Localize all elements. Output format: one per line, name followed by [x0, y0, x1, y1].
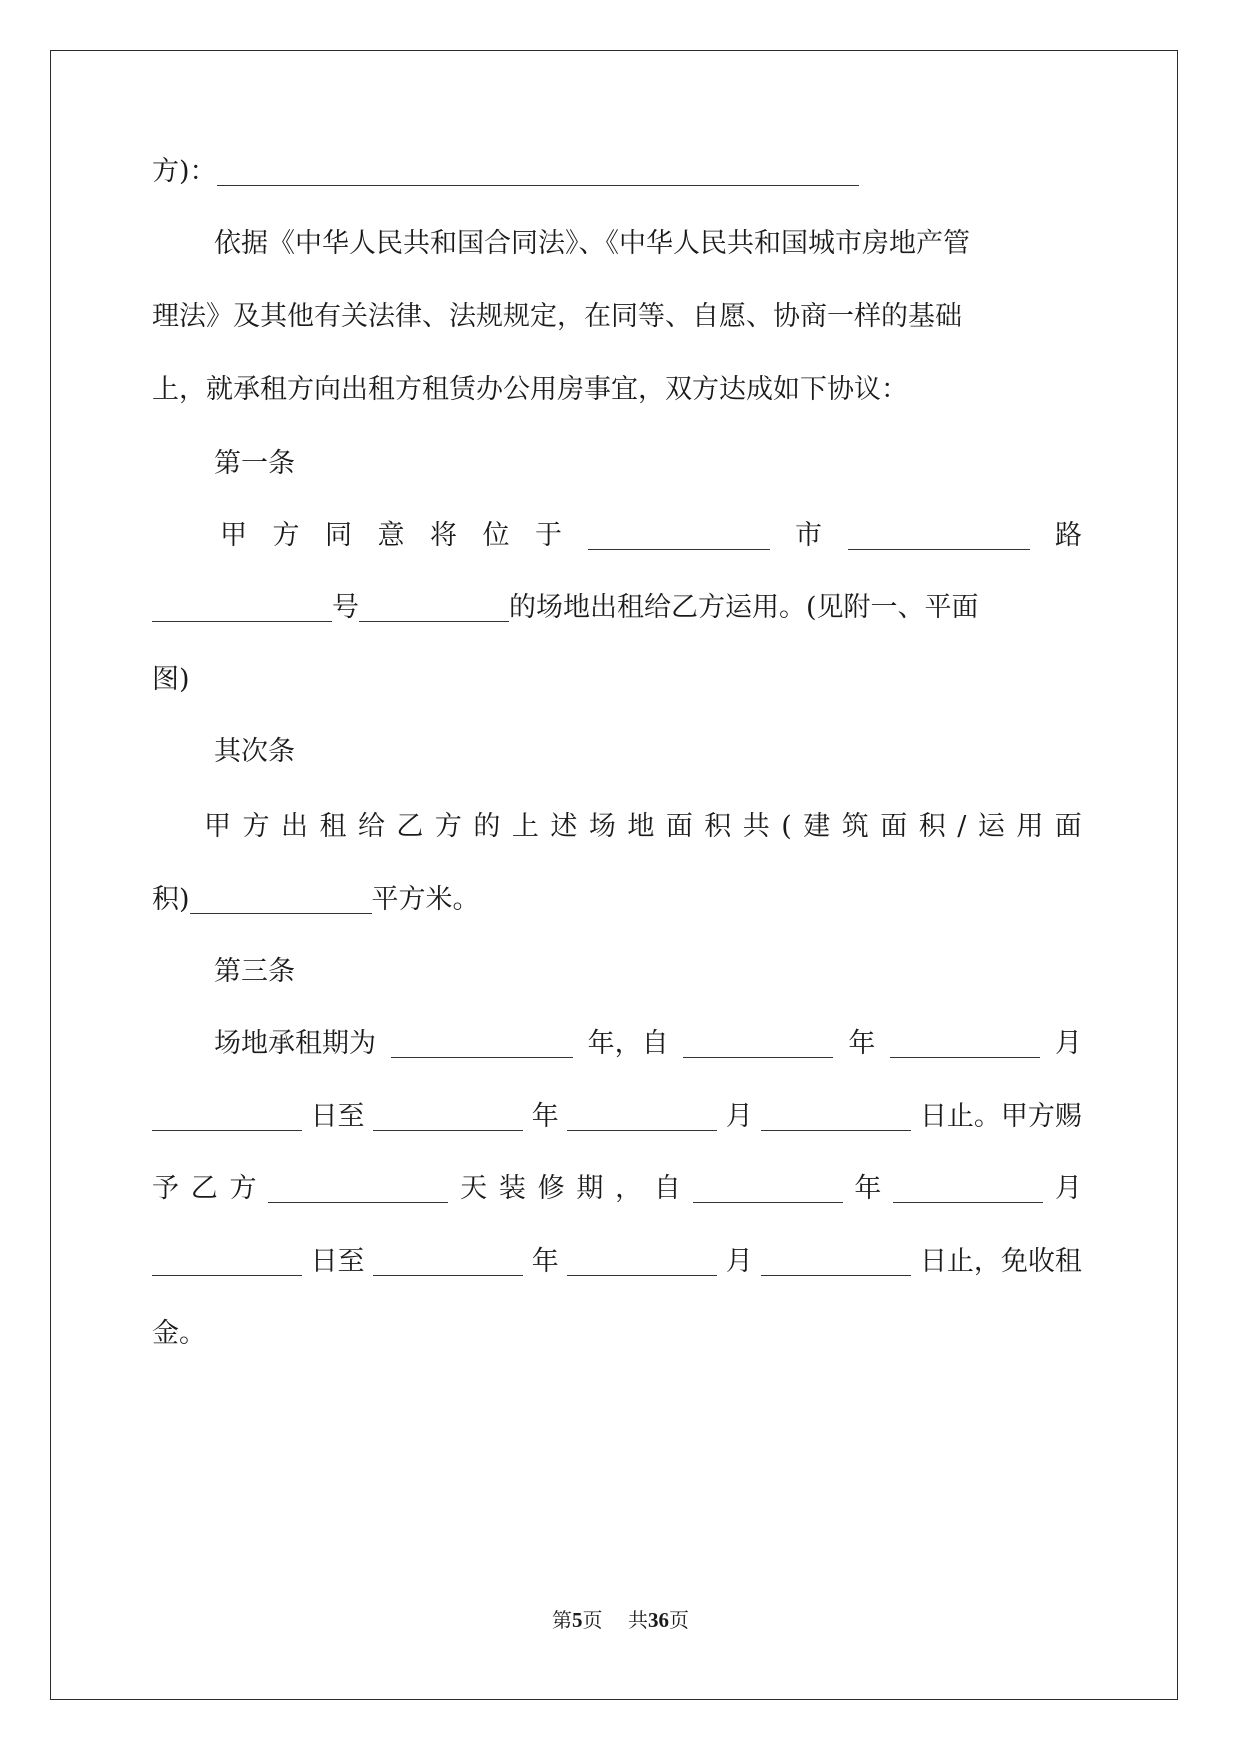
end-free-label: 日止，免收租 — [919, 1246, 1082, 1277]
char: 方 — [434, 811, 462, 842]
deco-start-month-blank — [893, 1172, 1043, 1203]
area-blank — [190, 883, 372, 914]
deco-days-blank — [268, 1172, 448, 1203]
month-label: 月 — [725, 1101, 753, 1132]
month-label: 月 — [1054, 1173, 1082, 1204]
char: 位 — [482, 520, 510, 551]
city-blank — [588, 519, 770, 550]
end-grant-label: 日止。甲方赐 — [919, 1101, 1082, 1132]
year-label: 年 — [531, 1246, 559, 1277]
article-3-line-2 — [152, 1095, 1082, 1139]
article-1-rest: 的场地出租给乙方运用。(见附一、平面 — [509, 592, 979, 623]
char: 地 — [627, 811, 655, 842]
intro-line-3: 上，就承租方向出租方租赁办公用房事宜，双方达成如下协议： — [152, 374, 908, 405]
char: 乙 — [190, 1173, 218, 1204]
page-label: 第 — [552, 1608, 573, 1632]
city-label: 市 — [795, 520, 822, 551]
char: 于 — [535, 520, 562, 551]
month-label: 月 — [725, 1246, 753, 1277]
total-pages: 36 — [647, 1608, 669, 1632]
char: 用 — [1016, 811, 1044, 842]
char: 上 — [511, 811, 539, 842]
party-blank — [217, 155, 859, 186]
term-years-blank — [391, 1027, 573, 1058]
term-label: 场地承租期为 — [214, 1028, 376, 1059]
start-year-blank — [683, 1027, 833, 1058]
deco-start-year-blank — [693, 1172, 843, 1203]
char: 述 — [550, 811, 578, 842]
char: 租 — [319, 811, 347, 842]
start-day-blank — [152, 1100, 302, 1131]
char: 甲 — [220, 520, 247, 551]
number-label: 号 — [332, 592, 359, 623]
intro-line-2: 理法》及其他有关法律、法规规定，在同等、自愿、协商一样的基础 — [152, 301, 962, 332]
article-1-line-2 — [152, 586, 1082, 630]
char: 同 — [325, 520, 352, 551]
char: 面 — [880, 811, 908, 842]
total-label: 共 — [627, 1608, 648, 1632]
area-prefix: 积) — [152, 884, 190, 915]
char: 意 — [377, 520, 405, 551]
char: 积 — [918, 811, 946, 842]
char: 将 — [430, 520, 457, 551]
char: ， — [615, 1173, 643, 1204]
char: 共 — [742, 811, 770, 842]
article-2-line-2 — [152, 878, 1082, 922]
total-unit: 页 — [668, 1608, 689, 1632]
char: 面 — [1054, 811, 1082, 842]
char: 场 — [588, 811, 616, 842]
char: 筑 — [841, 811, 869, 842]
end-day-blank — [761, 1100, 911, 1131]
end-year-blank — [373, 1100, 523, 1131]
char: 运 — [977, 811, 1005, 842]
article-3-line-4 — [152, 1240, 1082, 1284]
month-label: 月 — [1054, 1028, 1082, 1059]
char: 装 — [498, 1173, 526, 1204]
party-suffix: 方)： — [152, 156, 217, 187]
page-footer — [0, 1604, 1241, 1633]
party-line — [152, 150, 1082, 194]
char: 乙 — [396, 811, 424, 842]
char: 自 — [653, 1173, 681, 1204]
deco-start-day-blank — [152, 1245, 302, 1276]
site-blank — [359, 591, 509, 622]
road-blank — [848, 519, 1030, 550]
char: 面 — [665, 811, 693, 842]
year-from-label: 年，自 — [587, 1028, 669, 1059]
char: 建 — [803, 811, 831, 842]
area-unit: 平方米。 — [371, 884, 480, 915]
day-to-label: 日至 — [310, 1101, 365, 1132]
page-unit: 页 — [582, 1608, 603, 1632]
char: 期 — [576, 1173, 604, 1204]
year-label: 年 — [848, 1028, 876, 1059]
article-1-line-1 — [152, 514, 1082, 558]
road-label: 路 — [1055, 520, 1082, 551]
intro-line-1: 依据《中华人民共和国合同法》、《中华人民共和国城市房地产管 — [214, 228, 970, 259]
deco-end-day-blank — [761, 1245, 911, 1276]
char: 出 — [280, 811, 308, 842]
start-month-blank — [890, 1027, 1040, 1058]
char: 积 — [704, 811, 732, 842]
char: 方 — [229, 1173, 257, 1204]
day-to-label: 日至 — [310, 1246, 365, 1277]
article-1-heading: 第一条 — [214, 448, 295, 479]
deco-end-month-blank — [567, 1245, 717, 1276]
road-number-blank — [152, 591, 332, 622]
char: 方 — [242, 811, 270, 842]
char: 修 — [537, 1173, 565, 1204]
article-3-end: 金。 — [152, 1318, 206, 1349]
article-2-line-1 — [152, 805, 1082, 849]
char: ( — [781, 811, 792, 842]
year-label: 年 — [531, 1101, 559, 1132]
char: 予 — [152, 1173, 179, 1204]
article-2-heading: 其次条 — [214, 736, 295, 767]
char: 给 — [357, 811, 385, 842]
page-number: 5 — [572, 1608, 583, 1632]
deco-end-year-blank — [373, 1245, 523, 1276]
end-month-blank — [567, 1100, 717, 1131]
days-label: 天 — [460, 1173, 488, 1204]
char: 的 — [473, 811, 501, 842]
article-3-heading: 第三条 — [214, 956, 295, 987]
char: / — [957, 811, 967, 842]
article-3-line-1 — [152, 1022, 1082, 1066]
article-3-line-3 — [152, 1167, 1082, 1211]
char: 甲 — [204, 811, 231, 842]
article-1-end: 图) — [152, 664, 190, 695]
char: 方 — [272, 520, 300, 551]
year-label: 年 — [854, 1173, 882, 1204]
